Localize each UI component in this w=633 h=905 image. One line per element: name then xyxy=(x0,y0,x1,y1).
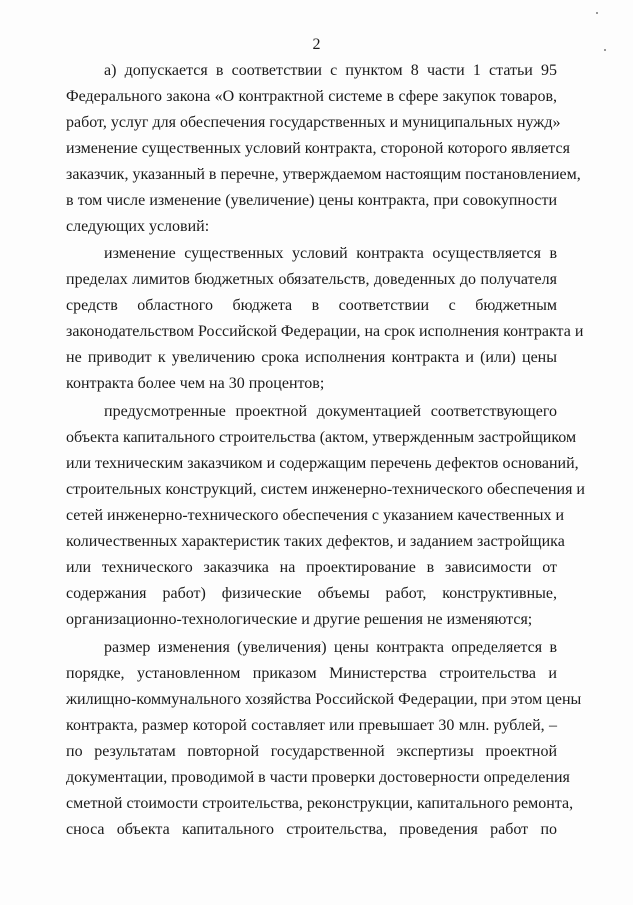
text-line: а) допускается в соответствии с пунктом 8 части 1 статьи 95 xyxy=(104,62,557,79)
text-line: изменение существенных условий контракта, стороной которого является xyxy=(66,140,570,157)
text-line: организационно-технологические и другие решения не изменяются; xyxy=(66,611,533,628)
scan-speck xyxy=(604,49,606,51)
text-line: работ, услуг для обеспечения государственных и муниципальных нужд» xyxy=(66,114,561,131)
text-line: размер изменения (увеличения) цены контракта определяется в xyxy=(104,639,557,656)
text-line: пределах лимитов бюджетных обязательств, доведенных до получателя xyxy=(66,271,557,288)
text-line: сетей инженерно-технического обеспечения с указанием качественных и xyxy=(66,507,565,524)
text-line: следующих условий: xyxy=(66,218,210,235)
text-line: строительных конструкций, систем инженерно-технического обеспечения и xyxy=(66,481,585,498)
text-line: заказчик, указанный в перечне, утверждаемом настоящим постановлением, xyxy=(66,166,581,183)
text-line: жилищно-коммунального хозяйства Российской Федерации, при этом цены xyxy=(66,691,582,708)
text-line: контракта, размер которой составляет или превышает 30 млн. рублей, – xyxy=(66,717,557,734)
text-line: не приводит к увеличению срока исполнения контракта и (или) цены xyxy=(66,349,557,366)
scan-speck xyxy=(596,12,598,14)
text-line: законодательством Российской Федерации, на срок исполнения контракта и xyxy=(66,323,584,340)
text-line: количественных характеристик таких дефектов, и заданием застройщика xyxy=(66,533,565,550)
text-line: содержания работ) физические объемы работ, конструктивные, xyxy=(66,585,557,602)
text-line: изменение существенных условий контракта осуществляется в xyxy=(104,245,557,262)
text-line: или техническим заказчиком и содержащим перечень дефектов оснований, xyxy=(66,455,579,472)
text-line: контракта более чем на 30 процентов; xyxy=(66,375,325,392)
text-line: сметной стоимости строительства, реконструкции, капитального ремонта, xyxy=(66,795,574,812)
text-line: предусмотренные проектной документацией соответствующего xyxy=(104,403,557,420)
text-line: порядке, установленном приказом Министерства строительства и xyxy=(66,665,557,682)
text-line: сноса объекта капитального строительства, проведения работ по xyxy=(66,821,557,838)
page-number: 2 xyxy=(312,36,321,53)
text-line: документации, проводимой в части проверки достоверности определения xyxy=(66,769,570,786)
text-line: объекта капитального строительства (актом, утвержденным застройщиком xyxy=(66,429,577,446)
text-line: или технического заказчика на проектирование в зависимости от xyxy=(66,559,557,576)
text-line: в том числе изменение (увеличение) цены контракта, при совокупности xyxy=(66,192,557,209)
text-line: Федерального закона «О контрактной системе в сфере закупок товаров, xyxy=(66,88,557,105)
text-line: средств областного бюджета в соответствии с бюджетным xyxy=(66,297,557,314)
text-line: по результатам повторной государственной экспертизы проектной xyxy=(66,743,557,760)
